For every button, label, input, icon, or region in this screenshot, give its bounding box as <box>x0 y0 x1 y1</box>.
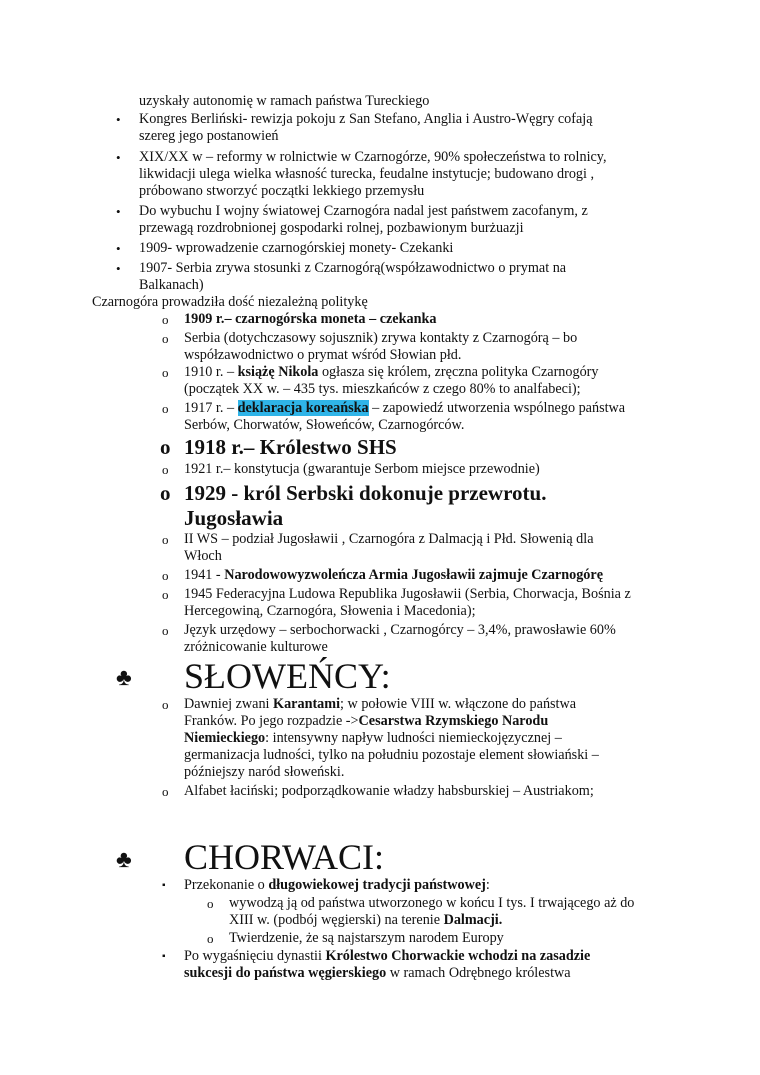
square-bullet-marker: ▪ <box>162 951 166 962</box>
circle-marker: o <box>162 623 169 638</box>
circle-marker: o <box>162 568 169 583</box>
highlighted-term: deklaracja koreańska <box>237 400 369 416</box>
list-item-text: sukcesji do państwa węgierskiego w ramach Odrębnego królestwa <box>184 965 571 981</box>
circle-marker: o <box>162 532 169 547</box>
circle-marker: o <box>160 435 171 459</box>
list-item-text: Po wygaśnięciu dynastii Królestwo Chorwackie wchodzi na zasadzie <box>184 948 591 964</box>
list-item-text: Balkanach) <box>139 277 204 293</box>
bullet-marker: • <box>116 112 121 127</box>
circle-marker: o <box>162 331 169 346</box>
list-item-text: likwidacji ulega wielka własność turecka, feudalne instytucje; budowano drogi , <box>139 166 595 182</box>
list-item-text: (początek XX w. – 435 tys. mieszkańców z czego 80% to analfabeci); <box>184 381 581 397</box>
list-item-text: 1909- wprowadzenie czarnogórskiej monety- Czekanki <box>139 240 454 256</box>
bullet-marker: • <box>116 150 121 165</box>
list-item-heading: 1918 r.– Królestwo SHS <box>184 435 397 459</box>
list-item-text: Serbia (dotychczasowy sojusznik) zrywa kontakty z Czarnogórą – bo <box>184 330 578 346</box>
section-intro: Czarnogóra prowadziła dość niezależną politykę <box>92 294 368 310</box>
circle-marker: o <box>162 401 169 416</box>
club-icon: ♣ <box>116 847 132 873</box>
bullet-marker: • <box>116 204 121 219</box>
list-item-text: 1941 - Narodowowyzwoleńcza Armia Jugosławii zajmuje Czarnogórę <box>184 567 603 583</box>
list-item-text: Niemieckiego: intensywny napływ ludności niemieckojęzycznej – <box>184 730 562 746</box>
list-continuation: uzyskały autonomię w ramach państwa Tureckiego <box>139 93 430 109</box>
list-item-text: Twierdzenie, że są najstarszym narodem Europy <box>229 930 504 946</box>
list-item-text: II WS – podział Jugosławii , Czarnogóra z Dalmacją i Płd. Słowenią dla <box>184 531 594 547</box>
circle-marker: o <box>160 481 171 505</box>
list-item-text: 1917 r. – deklaracja koreańska – zapowiedź utworzenia wspólnego państwa <box>184 400 626 416</box>
circle-marker: o <box>207 896 214 911</box>
list-item-text: XIII w. (podbój węgierski) na terenie Dalmacji. <box>229 912 503 928</box>
bullet-marker: • <box>116 241 121 256</box>
list-item-text: wywodzą ją od państwa utworzonego w końcu I tys. I trwającego aż do <box>229 895 635 911</box>
list-item-text: 1921 r.– konstytucja (gwarantuje Serbom miejsce przewodnie) <box>184 461 540 477</box>
circle-marker: o <box>162 697 169 712</box>
list-item-text: 1945 Federacyjna Ludowa Republika Jugosławii (Serbia, Chorwacja, Bośnia z <box>184 586 631 602</box>
section-heading-croats: CHORWACI: <box>184 837 385 877</box>
list-item-text: Hercegowiną, Czarnogóra, Słowenia i Macedonia); <box>184 603 476 619</box>
list-item-text: współzawodnictwo o prymat wśród Słowian płd. <box>184 347 462 363</box>
circle-marker: o <box>162 462 169 477</box>
circle-marker: o <box>162 587 169 602</box>
list-item-text: 1909 r.– czarnogórska moneta – czekanka <box>184 311 437 327</box>
list-item-text: 1907- Serbia zrywa stosunki z Czarnogórą(współzawodnictwo o prymat na <box>139 260 567 276</box>
circle-marker: o <box>162 784 169 799</box>
list-item-text: Franków. Po jego rozpadzie ->Cesarstwa Rzymskiego Narodu <box>184 713 549 729</box>
list-item-text: późniejszy naród słoweński. <box>184 764 345 780</box>
list-item-heading: Jugosławia <box>184 506 284 530</box>
list-item-text: Alfabet łaciński; podporządkowanie władzy habsburskiej – Austriakom; <box>184 783 594 799</box>
list-item-text: germanizacja ludności, tylko na południu pozostaje element słowiański – <box>184 747 599 763</box>
circle-marker: o <box>207 931 214 946</box>
list-item-text: XIX/XX w – reformy w rolnictwie w Czarnogórze, 90% społeczeństwa to rolnicy, <box>139 149 607 165</box>
list-item-text: Przekonanie o długowiekowej tradycji państwowej: <box>184 877 490 893</box>
list-item-text: Kongres Berliński- rewizja pokoju z San Stefano, Anglia i Austro-Węgry cofają <box>139 111 593 127</box>
list-item-text: zróżnicowanie kulturowe <box>184 639 328 655</box>
list-item-text: 1910 r. – książę Nikola ogłasza się królem, zręczna polityka Czarnogóry <box>184 364 599 380</box>
list-item-text: szereg jego postanowień <box>139 128 279 144</box>
circle-marker: o <box>162 312 169 327</box>
list-item-text: przewagą rozdrobnionej gospodarki rolnej, pozbawionym burżuazji <box>139 220 524 236</box>
section-heading-slovenes: SŁOWEŃCY: <box>184 656 391 696</box>
square-bullet-marker: ▪ <box>162 880 166 891</box>
list-item-text: Włoch <box>184 548 222 564</box>
list-item-text: Serbów, Chorwatów, Słoweńców, Czarnogórców. <box>184 417 465 433</box>
club-icon: ♣ <box>116 665 132 691</box>
list-item-text: Dawniej zwani Karantami; w połowie VIII w. włączone do państwa <box>184 696 577 712</box>
list-item-heading: 1929 - król Serbski dokonuje przewrotu. <box>184 481 547 505</box>
list-item-text: Język urzędowy – serbochorwacki , Czarnogórcy – 3,4%, prawosławie 60% <box>184 622 616 638</box>
circle-marker: o <box>162 365 169 380</box>
bullet-marker: • <box>116 261 121 276</box>
list-item-text: próbowano stworzyć początki lekkiego przemysłu <box>139 183 425 199</box>
list-item-text: Do wybuchu I wojny światowej Czarnogóra nadal jest państwem zacofanym, z <box>139 203 588 219</box>
